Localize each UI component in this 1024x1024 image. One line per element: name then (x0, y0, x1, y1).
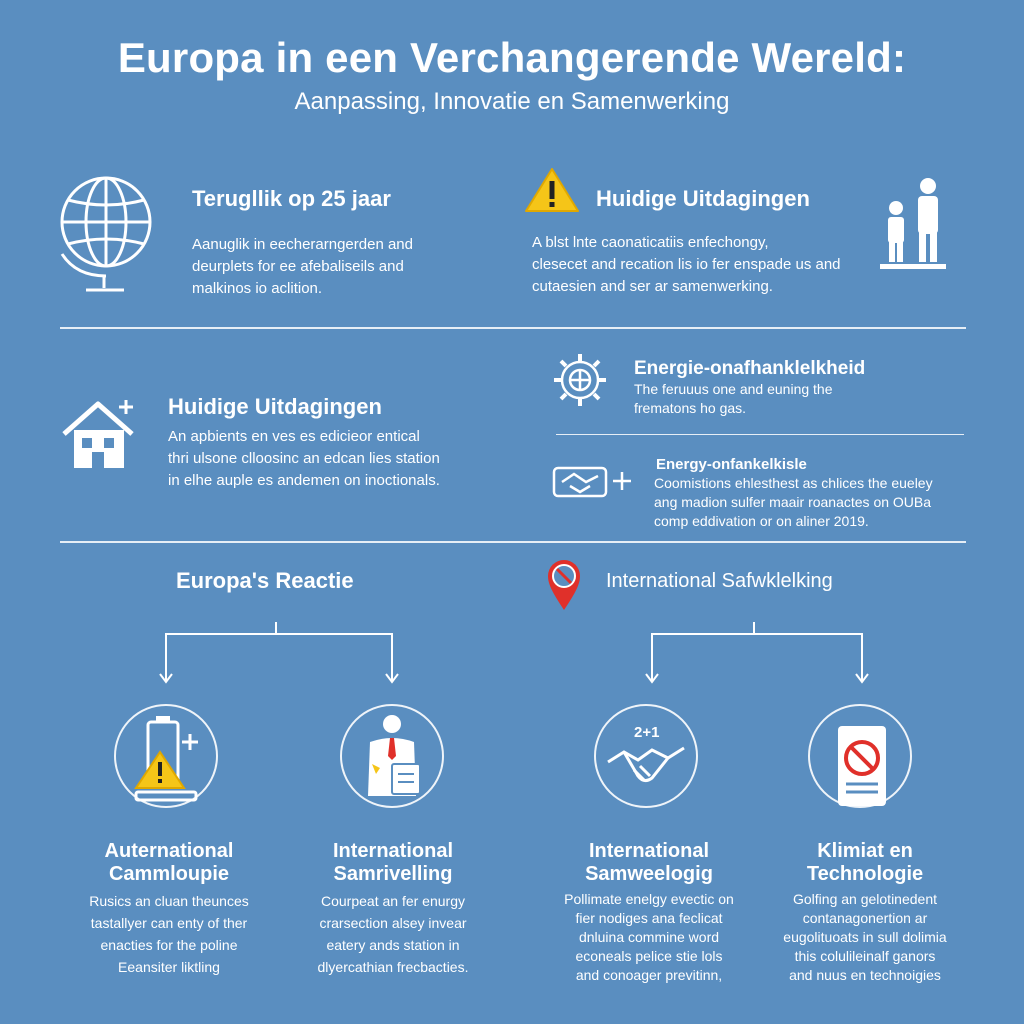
text-line: An apbients en ves es edicieor entical (168, 428, 420, 445)
europe-reaction-heading: Europa's Reactie (176, 568, 354, 593)
text-line: and nuus en technoigies (789, 967, 941, 983)
text-line: contanagonertion ar (802, 910, 928, 926)
card-4 (760, 840, 970, 985)
text-line: dnluina commine word (578, 929, 720, 945)
text-line: clesecet and recation lis io fer enspade us and (532, 256, 841, 273)
gear-globe-icon (552, 352, 608, 408)
energy-independence-heading: Energie-onafhanklelkheid (634, 358, 866, 379)
text-line: cutaesien and ser ar samenwerking. (532, 278, 773, 295)
text-line: this colulileinalf ganors (794, 948, 936, 964)
challenges-text-2 (168, 426, 508, 492)
prohibited-device-icon (836, 722, 888, 812)
energy-independence-text (634, 380, 954, 418)
page-subtitle: Aanpassing, Innovatie en Samenwerking (294, 88, 730, 115)
connector-bracket-right (640, 620, 880, 691)
challenges-heading-2: Huidige Uitdagingen (168, 394, 382, 419)
text-line: Courpeat an fer enurgy (321, 893, 465, 909)
handshake-plus-icon (552, 462, 636, 502)
card-heading (64, 840, 274, 886)
location-pin-icon (546, 558, 582, 612)
text-line: eugolituoats in sull dolimia (783, 929, 947, 945)
card-text (64, 890, 274, 978)
text-line: A blst lnte caonaticatiis enfechongy, (532, 234, 769, 251)
card-heading-line: Auternational (104, 840, 234, 862)
energy-heading-2: Energy-onfankelkisle (656, 456, 807, 473)
card-heading-line: Technologie (806, 863, 924, 885)
text-line: Eeansiter liktling (118, 959, 220, 975)
subsection-divider (556, 434, 964, 435)
text-line: enacties for the poline (100, 937, 238, 953)
text-line: Golfing an gelotinedent (793, 891, 937, 907)
text-line: dlyercathian frecbacties. (317, 959, 469, 975)
retrospective-heading: Terugllik op 25 jaar (192, 186, 391, 211)
text-line: tastallyer can enty of ther (90, 915, 248, 931)
card-heading-line: International (332, 840, 453, 862)
globe-icon (56, 172, 156, 296)
text-line: Aanuglik in eecherarngerden and (192, 236, 413, 253)
house-icon (60, 396, 142, 472)
warning-icon (524, 166, 580, 214)
card-text (288, 890, 498, 978)
handshake-icon (604, 722, 688, 802)
text-line: fier nodiges ana feclicat (575, 910, 723, 926)
card-heading-line: Klimiat en (817, 840, 913, 862)
text-line: and conoager previtinn, (575, 967, 723, 983)
card-2 (288, 840, 498, 978)
text-line: malkinos io aclition. (192, 280, 323, 297)
connector-bracket-left (150, 620, 410, 691)
retrospective-text (192, 234, 492, 300)
text-line: The feruuus one and euning the (634, 381, 833, 397)
challenges-text (532, 232, 872, 298)
card-heading-line: Samrivelling (333, 863, 453, 885)
text-line: Pollimate enelgy evectic on (564, 891, 734, 907)
card-1 (64, 840, 274, 978)
card-heading-line: Cammloupie (108, 863, 230, 885)
section-divider (60, 327, 966, 329)
card-heading (288, 840, 498, 886)
person-clipboard-icon (358, 712, 430, 804)
card-heading (544, 840, 754, 886)
card-text (544, 890, 754, 985)
page-title: Europa in een Verchangerende Wereld: (117, 34, 907, 81)
card-heading-line: Samweelogig (585, 863, 713, 885)
text-line: eatery ands station in (326, 937, 460, 953)
section-divider-2 (60, 541, 966, 543)
card-heading (760, 840, 970, 886)
text-line: thri ulsone clloosinc an edcan lies station (168, 450, 440, 467)
text-line: crarsection alsey invear (319, 915, 467, 931)
energy-text-2 (654, 474, 974, 531)
challenges-heading: Huidige Uitdagingen (596, 186, 810, 211)
card-text (760, 890, 970, 985)
text-line: Rusics an cluan theunces (89, 893, 249, 909)
text-line: ang madion sulfer maair roanactes on OUBa (654, 494, 932, 510)
handshake-badge: 2+1 (634, 724, 660, 741)
card-3 (544, 840, 754, 985)
text-line: Coomistions ehlesthest as chlices the eueley (654, 475, 933, 491)
family-icon (878, 176, 948, 272)
text-line: deurplets for ee afebaliseils and (192, 258, 404, 275)
text-line: comp eddivation or on aliner 2019. (654, 513, 869, 529)
international-heading: International Safwklelking (606, 570, 833, 592)
card-heading-line: International (588, 840, 709, 862)
text-line: frematons ho gas. (634, 400, 747, 416)
battery-warning-icon (128, 716, 210, 806)
text-line: econeals pelice stie lols (575, 948, 723, 964)
text-line: in elhe auple es andemen on inoctionals. (168, 472, 440, 489)
